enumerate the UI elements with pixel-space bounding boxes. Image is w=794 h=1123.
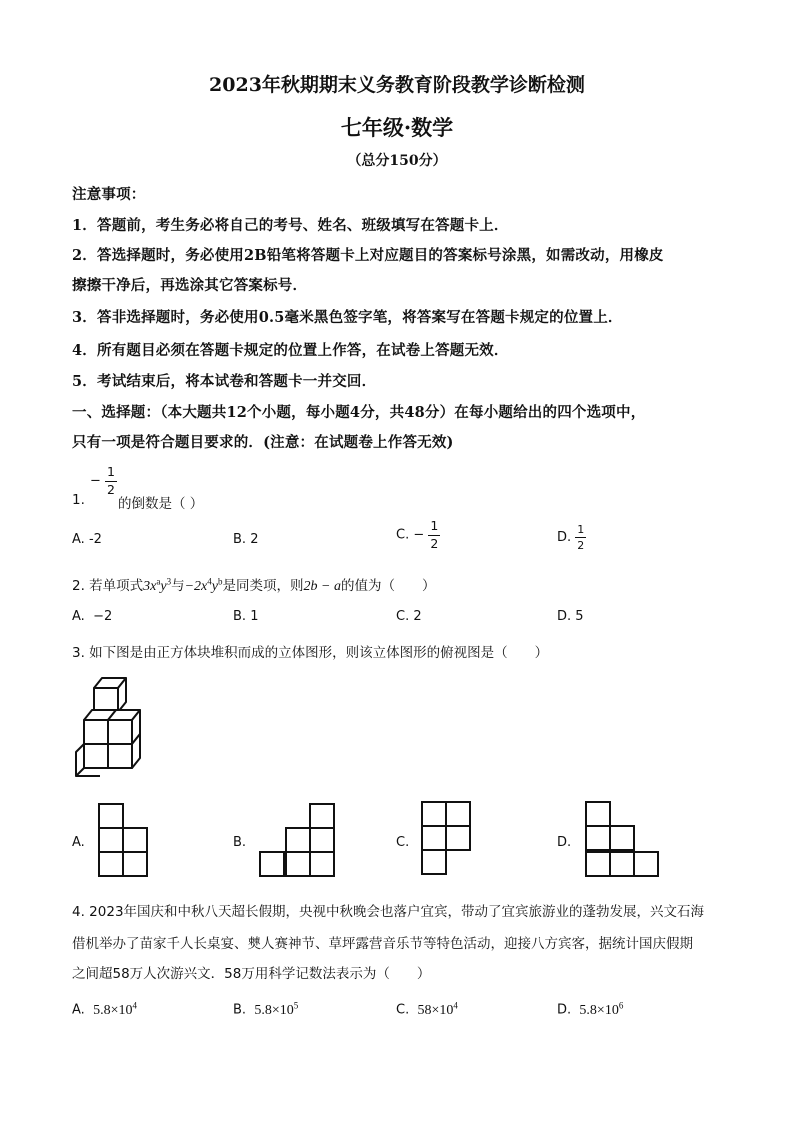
total-score: （总分150分）: [347, 153, 447, 169]
term-1: [143, 576, 172, 594]
option-label: B.: [233, 1002, 247, 1018]
note-item-2-cont: 擦擦干净后，再选涂其它答案标号．: [72, 277, 308, 294]
q2-prefix: 2. 若单项式: [72, 578, 144, 594]
question-4-line-2: 借机举办了苗家千人长桌宴、僰人赛神节、草坪露营音乐节等特色活动，迎接八方宾客，据统计国庆假期: [72, 936, 693, 952]
option-value: 2: [413, 609, 422, 624]
value-base: 5.8×10: [254, 1002, 294, 1018]
section-1-intro: 一、选择题：（本大题共12个小题，每小题4分，共48分）在每小题给出的四个选项中，: [72, 404, 646, 421]
option-label: A.: [72, 532, 85, 547]
q1-option-a[interactable]: [72, 532, 102, 547]
option-value: [579, 1000, 624, 1018]
note-item-2: 2．答选择题时，务必使用2B铅笔将答题卡上对应题目的答案标号涂黑，如需改动，用橡皮: [72, 247, 664, 264]
option-value: 2: [250, 532, 259, 547]
q3-option-a-view[interactable]: [98, 803, 148, 877]
fraction-value: [575, 524, 586, 551]
q3-option-b-view[interactable]: [259, 803, 335, 877]
q3-option-a-label[interactable]: A.: [72, 835, 85, 850]
q2-expression: 2b − a: [303, 579, 341, 594]
fraction-denominator: 2: [577, 539, 585, 552]
question-1-number: 1.: [72, 492, 85, 508]
q2-suffix: 是同类项，则: [222, 578, 304, 594]
q1-option-d[interactable]: [557, 524, 586, 551]
option-label: A.: [72, 1002, 85, 1018]
term-2-exp-x: 4: [207, 576, 212, 587]
exam-subtitle: 七年级·数学: [340, 115, 454, 140]
term-2: [184, 576, 223, 594]
q3-option-c-view[interactable]: [421, 801, 471, 875]
q1-option-c[interactable]: [396, 520, 440, 550]
fraction-one-half: [105, 466, 117, 496]
q4-option-c[interactable]: [396, 1000, 458, 1019]
option-label: C.: [396, 1002, 410, 1018]
option-value: -2: [88, 532, 102, 547]
q2-end: 的值为（ ）: [340, 578, 436, 594]
option-label: B.: [233, 609, 247, 624]
term-2-exp-y: b: [218, 576, 223, 587]
question-1-text: 的倒数是（ ）: [118, 496, 204, 512]
option-value: [93, 1000, 137, 1018]
term-1-exp-x: a: [156, 576, 161, 587]
q2-option-d[interactable]: [557, 609, 584, 624]
q4-option-d[interactable]: [557, 1000, 623, 1019]
notes-heading: 注意事项：: [72, 186, 146, 203]
value-exponent: 4: [453, 1000, 458, 1010]
option-label: C.: [396, 609, 410, 624]
q2-and: 与: [171, 578, 185, 594]
note-item-5: 5．考试结束后，将本试卷和答题卡一并交回．: [72, 373, 377, 390]
option-label: A.: [72, 609, 85, 624]
value-exponent: 5: [293, 1000, 299, 1010]
value-base: 5.8×10: [579, 1002, 619, 1018]
value-base: 5.8×10: [93, 1002, 133, 1018]
q2-option-c[interactable]: [396, 609, 422, 624]
value-base: 58×10: [417, 1002, 454, 1018]
section-1-intro-cont: 只有一项是符合题目要求的．(注意：在试题卷上作答无效): [72, 434, 454, 451]
option-value: −2: [93, 609, 113, 624]
fraction-denominator: 2: [107, 481, 115, 497]
q1-option-b[interactable]: [233, 532, 258, 547]
q4-option-a[interactable]: [72, 1000, 137, 1019]
term-2-y: y: [211, 579, 218, 594]
option-value: 1: [250, 609, 259, 624]
q2-option-b[interactable]: [233, 609, 258, 624]
q4-option-b[interactable]: [233, 1000, 298, 1019]
fraction-numerator: 1: [577, 523, 585, 536]
question-3-text: 3. 如下图是由正方体块堆积而成的立体图形，则该立体图形的俯视图是（ ）: [72, 645, 549, 661]
minus-sign: −: [90, 473, 101, 489]
q3-option-d-view[interactable]: [585, 801, 659, 877]
option-value: 5: [575, 609, 584, 624]
option-label: D.: [557, 1002, 572, 1018]
minus-sign: −: [413, 527, 425, 543]
option-label: B.: [233, 532, 247, 547]
value-exponent: 4: [132, 1000, 137, 1010]
option-label: C.: [396, 527, 410, 543]
fraction-numerator: 1: [105, 466, 117, 482]
term-2-coef: −2x: [184, 579, 208, 594]
option-label: D.: [557, 609, 572, 624]
q2-option-a[interactable]: [72, 609, 112, 624]
question-1-expr: [90, 466, 117, 496]
term-1-y: y: [160, 579, 167, 594]
question-4-line-1: 4. 2023年国庆和中秋八天超长假期，央视中秋晚会也落户宜宾，带动了宜宾旅游业的蓬勃发展，兴文石海: [72, 904, 705, 920]
note-item-3: 3．答非选择题时，务必使用0.5毫米黑色签字笔，将答案写在答题卡规定的位置上．: [72, 309, 623, 326]
exam-title: 2023年秋期期末义务教育阶段教学诊断检测: [209, 74, 585, 96]
fraction-denominator: 2: [430, 535, 439, 551]
note-item-4: 4．所有题目必须在答题卡规定的位置上作答，在试卷上答题无效．: [72, 342, 509, 359]
q3-option-c-label[interactable]: C.: [396, 835, 410, 850]
cube-stack-figure: [70, 672, 160, 780]
value-exponent: 6: [618, 1000, 624, 1010]
q3-option-b-label[interactable]: B.: [233, 835, 247, 850]
option-label: D.: [557, 530, 572, 545]
note-item-1: 1．答题前，考生务必将自己的考号、姓名、班级填写在答题卡上．: [72, 217, 509, 234]
question-2: [72, 574, 435, 595]
fraction-numerator: 1: [428, 520, 440, 536]
question-4-line-3: 之间超58万人次游兴文．58万用科学记数法表示为（ ）: [72, 966, 431, 982]
option-value: [417, 1000, 458, 1018]
fraction-value: [428, 520, 440, 550]
option-value: [254, 1000, 299, 1018]
q3-option-d-label[interactable]: D.: [557, 835, 572, 850]
term-1-coef: 3x: [143, 579, 157, 594]
term-1-exp-y: 3: [166, 576, 172, 587]
